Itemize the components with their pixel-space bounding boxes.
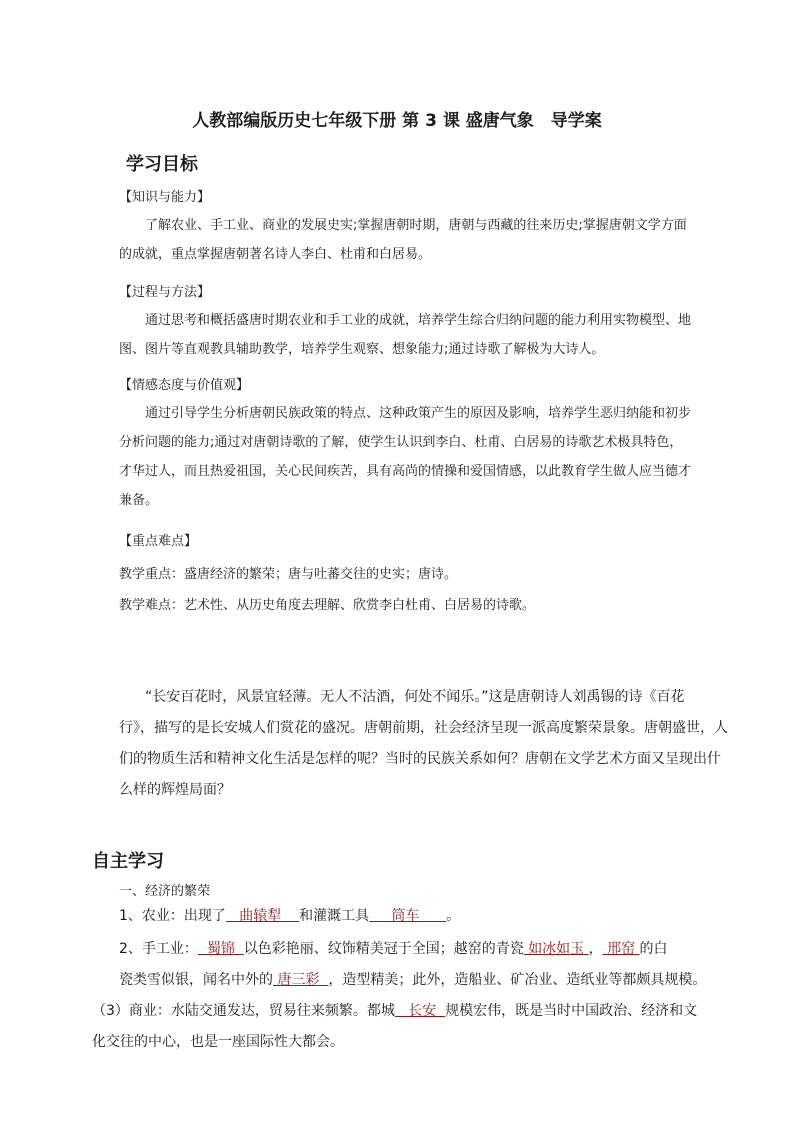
key-label: 【重点难点】 bbox=[119, 534, 198, 549]
handicraft-line bbox=[119, 934, 707, 965]
agriculture-prefix: 1、农业：出现了 bbox=[119, 908, 226, 924]
commerce-text: 规模宏伟，既是当时中国政治、经济和文 bbox=[445, 1003, 698, 1019]
section1-heading: 一、经济的繁荣 bbox=[119, 884, 211, 899]
handicraft-text: ，造型精美；此外，造船业、矿冶业、造纸业等都颇具规模。 bbox=[328, 972, 707, 988]
answer-tang-sancai: 唐三彩 bbox=[277, 972, 320, 988]
knowledge-line: 的成就，重点掌握唐朝著名诗人李白、杜甫和白居易。 bbox=[119, 247, 432, 262]
handicraft-line bbox=[119, 965, 707, 996]
process-label: 【过程与方法】 bbox=[119, 285, 211, 300]
commerce-line bbox=[92, 996, 708, 1027]
handicraft-text: 以色彩艳丽、纹饰精美冠于全国；越窑的青瓷 bbox=[243, 941, 524, 957]
answer-changan: 长安 bbox=[408, 1003, 437, 1019]
difficult-points: 教学难点：艺术性、从历史角度去理解、欣赏李白杜甫、白居易的诗歌。 bbox=[119, 598, 536, 613]
answer-blank bbox=[395, 1003, 445, 1019]
answer-shu-brocade: 蜀锦 bbox=[206, 941, 235, 957]
intro-line: “长安百花时，风景宜轻薄。无人不沽酒，何处不闻乐。”这是唐朝诗人刘禹锡的诗《百花 bbox=[145, 689, 685, 705]
intro-paragraph bbox=[119, 682, 728, 806]
answer-blank bbox=[524, 941, 589, 957]
knowledge-line: 了解农业、手工业、商业的发展史实;掌握唐朝时期，唐朝与西藏的往来历史;掌握唐朝文学方面 bbox=[145, 218, 687, 233]
commerce-paragraph bbox=[92, 996, 708, 1058]
emotion-line: 才华过人，而且热爱祖国，关心民间疾苦，具有高尚的情操和爱国情感，以此教育学生做人应当德才 bbox=[119, 464, 692, 479]
agriculture-mid: 和灌溉工具 bbox=[299, 908, 370, 924]
handicraft-paragraph bbox=[119, 934, 707, 996]
answer-blank bbox=[603, 941, 640, 957]
agriculture-line bbox=[119, 901, 460, 932]
emotion-paragraph bbox=[119, 399, 701, 515]
intro-line: 们的物质生活和精神文化生活是怎样的呢？当时的民族关系如何？唐朝在文学艺术方面又呈现出什 bbox=[119, 751, 721, 767]
handicraft-comma: ， bbox=[588, 941, 603, 957]
intro-line: 么样的辉煌局面？ bbox=[119, 782, 231, 798]
commerce-prefix: （3）商业：水陆交通发达，贸易往来频繁。都城 bbox=[92, 1003, 395, 1019]
emotion-line: 兼备。 bbox=[119, 493, 159, 508]
handicraft-prefix: 2、手工业： bbox=[119, 941, 198, 957]
document-title: 人教部编版历史七年级下册 第 3 课 盛唐气象 导学案 bbox=[192, 111, 602, 131]
knowledge-label: 【知识与能力】 bbox=[119, 190, 211, 205]
objectives-heading: 学习目标 bbox=[126, 154, 198, 175]
key-points: 教学重点：盛唐经济的繁荣；唐与吐蕃交往的史实；唐诗。 bbox=[119, 567, 458, 582]
answer-celadon-quality: 如冰如玉 bbox=[528, 941, 585, 957]
answer-blank bbox=[369, 908, 446, 924]
answer-waterwheel: 筒车 bbox=[391, 908, 420, 924]
commerce-line: 化交往的中心，也是一座国际性大都会。 bbox=[92, 1034, 344, 1050]
answer-curved-plough: 曲辕犁 bbox=[239, 908, 282, 924]
intro-line: 行》，描写的是长安城人们赏花的盛况。唐朝前期，社会经济呈现一派高度繁荣景象。唐朝盛世，人 bbox=[119, 720, 728, 736]
agriculture-end: 。 bbox=[446, 908, 461, 924]
emotion-line: 通过引导学生分析唐朝民族政策的特点、这种政策产生的原因及影响，培养学生恶归纳能和初步 bbox=[145, 406, 692, 421]
answer-blank bbox=[226, 908, 299, 924]
handicraft-text: 瓷类雪似银，闻名中外的 bbox=[119, 972, 273, 988]
knowledge-paragraph bbox=[119, 211, 701, 269]
process-line: 图、图片等直观教具辅助教学，培养学生观察、想象能力;通过诗歌了解极为大诗人。 bbox=[119, 342, 605, 357]
process-paragraph bbox=[119, 306, 701, 364]
answer-blank bbox=[198, 941, 244, 957]
emotion-line: 分析问题的能力;通过对唐朝诗歌的了解，使学生认识到李白、杜甫、白居易的诗歌艺术极具特色， bbox=[119, 435, 683, 450]
self-study-heading: 自主学习 bbox=[92, 851, 164, 872]
handicraft-text: 的白 bbox=[639, 941, 668, 957]
emotion-label: 【情感态度与价值观】 bbox=[119, 378, 250, 393]
process-line: 通过思考和概括盛唐时期农业和手工业的成就，培养学生综合归纳问题的能力利用实物模型、地 bbox=[145, 313, 692, 328]
answer-xing-kiln: 邢窑 bbox=[607, 941, 636, 957]
answer-blank bbox=[273, 972, 328, 988]
